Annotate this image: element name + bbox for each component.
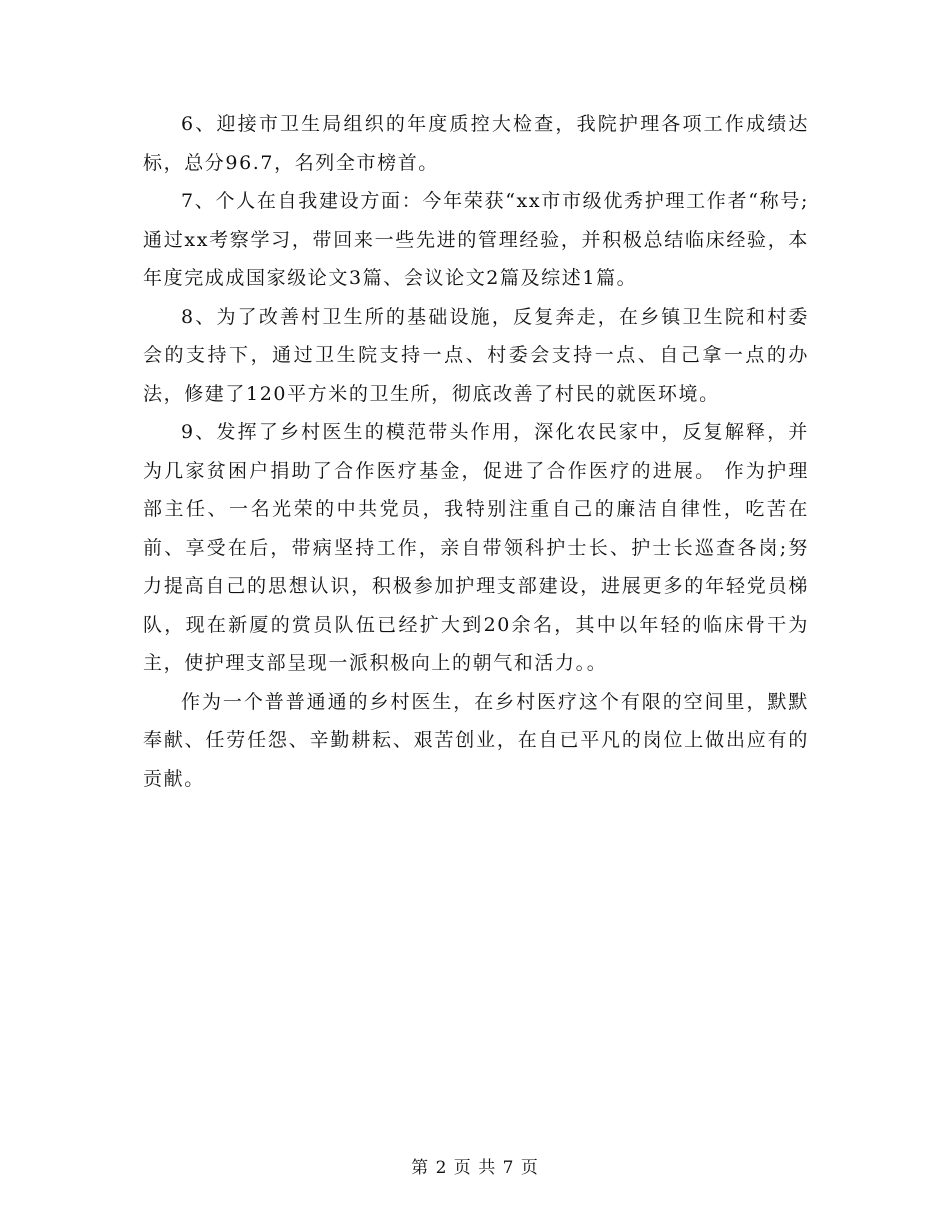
paragraph-conclusion: 作为一个普普通通的乡村医生，在乡村医疗这个有限的空间里，默默奉献、任劳任怨、辛勤耕耘、艰苦创业，在自已平凡的岗位上做出应有的贡献。 [143, 690, 809, 790]
page-footer [0, 1153, 950, 1178]
paragraph-item-6: 6、迎接市卫生局组织的年度质控大检查，我院护理各项工作成绩达标，总分96.7，名列全市榜首。 [143, 113, 809, 174]
page-number-label: 第 2 页 共 7 页 [411, 1158, 539, 1178]
paragraph-item-9: 9、发挥了乡村医生的模范带头作用，深化农民家中，反复解释，并为几家贫困户捐助了合作医疗基金，促进了合作医疗的进展。 作为护理部主任、一名光荣的中共党员，我特别注重自己的廉洁自律性，吃苦在前、享受在后，带病坚持工作，亲自带领科护士长、护士长巡查各岗;努力提高自己的思想认识，积极参加护理支部建设，进展更多的年轻党员梯队，现在新厦的赏员队伍已经扩大到20余名，其中以年轻的临床骨干为主，使护理支部呈现一派积极向上的朝气和活力。。 [143, 421, 809, 674]
document-body [143, 105, 809, 798]
paragraph-item-7: 7、个人在自我建设方面：今年荣获“xx市市级优秀护理工作者“称号;通过xx考察学习，带回来一些先进的管理经验，并积极总结临床经验，本年度完成成国家级论文3篇、会议论文2篇及综述1篇。 [143, 190, 809, 289]
paragraph-item-8: 8、为了改善村卫生所的基础设施，反复奔走，在乡镇卫生院和村委会的支持下，通过卫生院支持一点、村委会支持一点、自己拿一点的办法，修建了120平方米的卫生所，彻底改善了村民的就医环境。 [143, 305, 809, 405]
